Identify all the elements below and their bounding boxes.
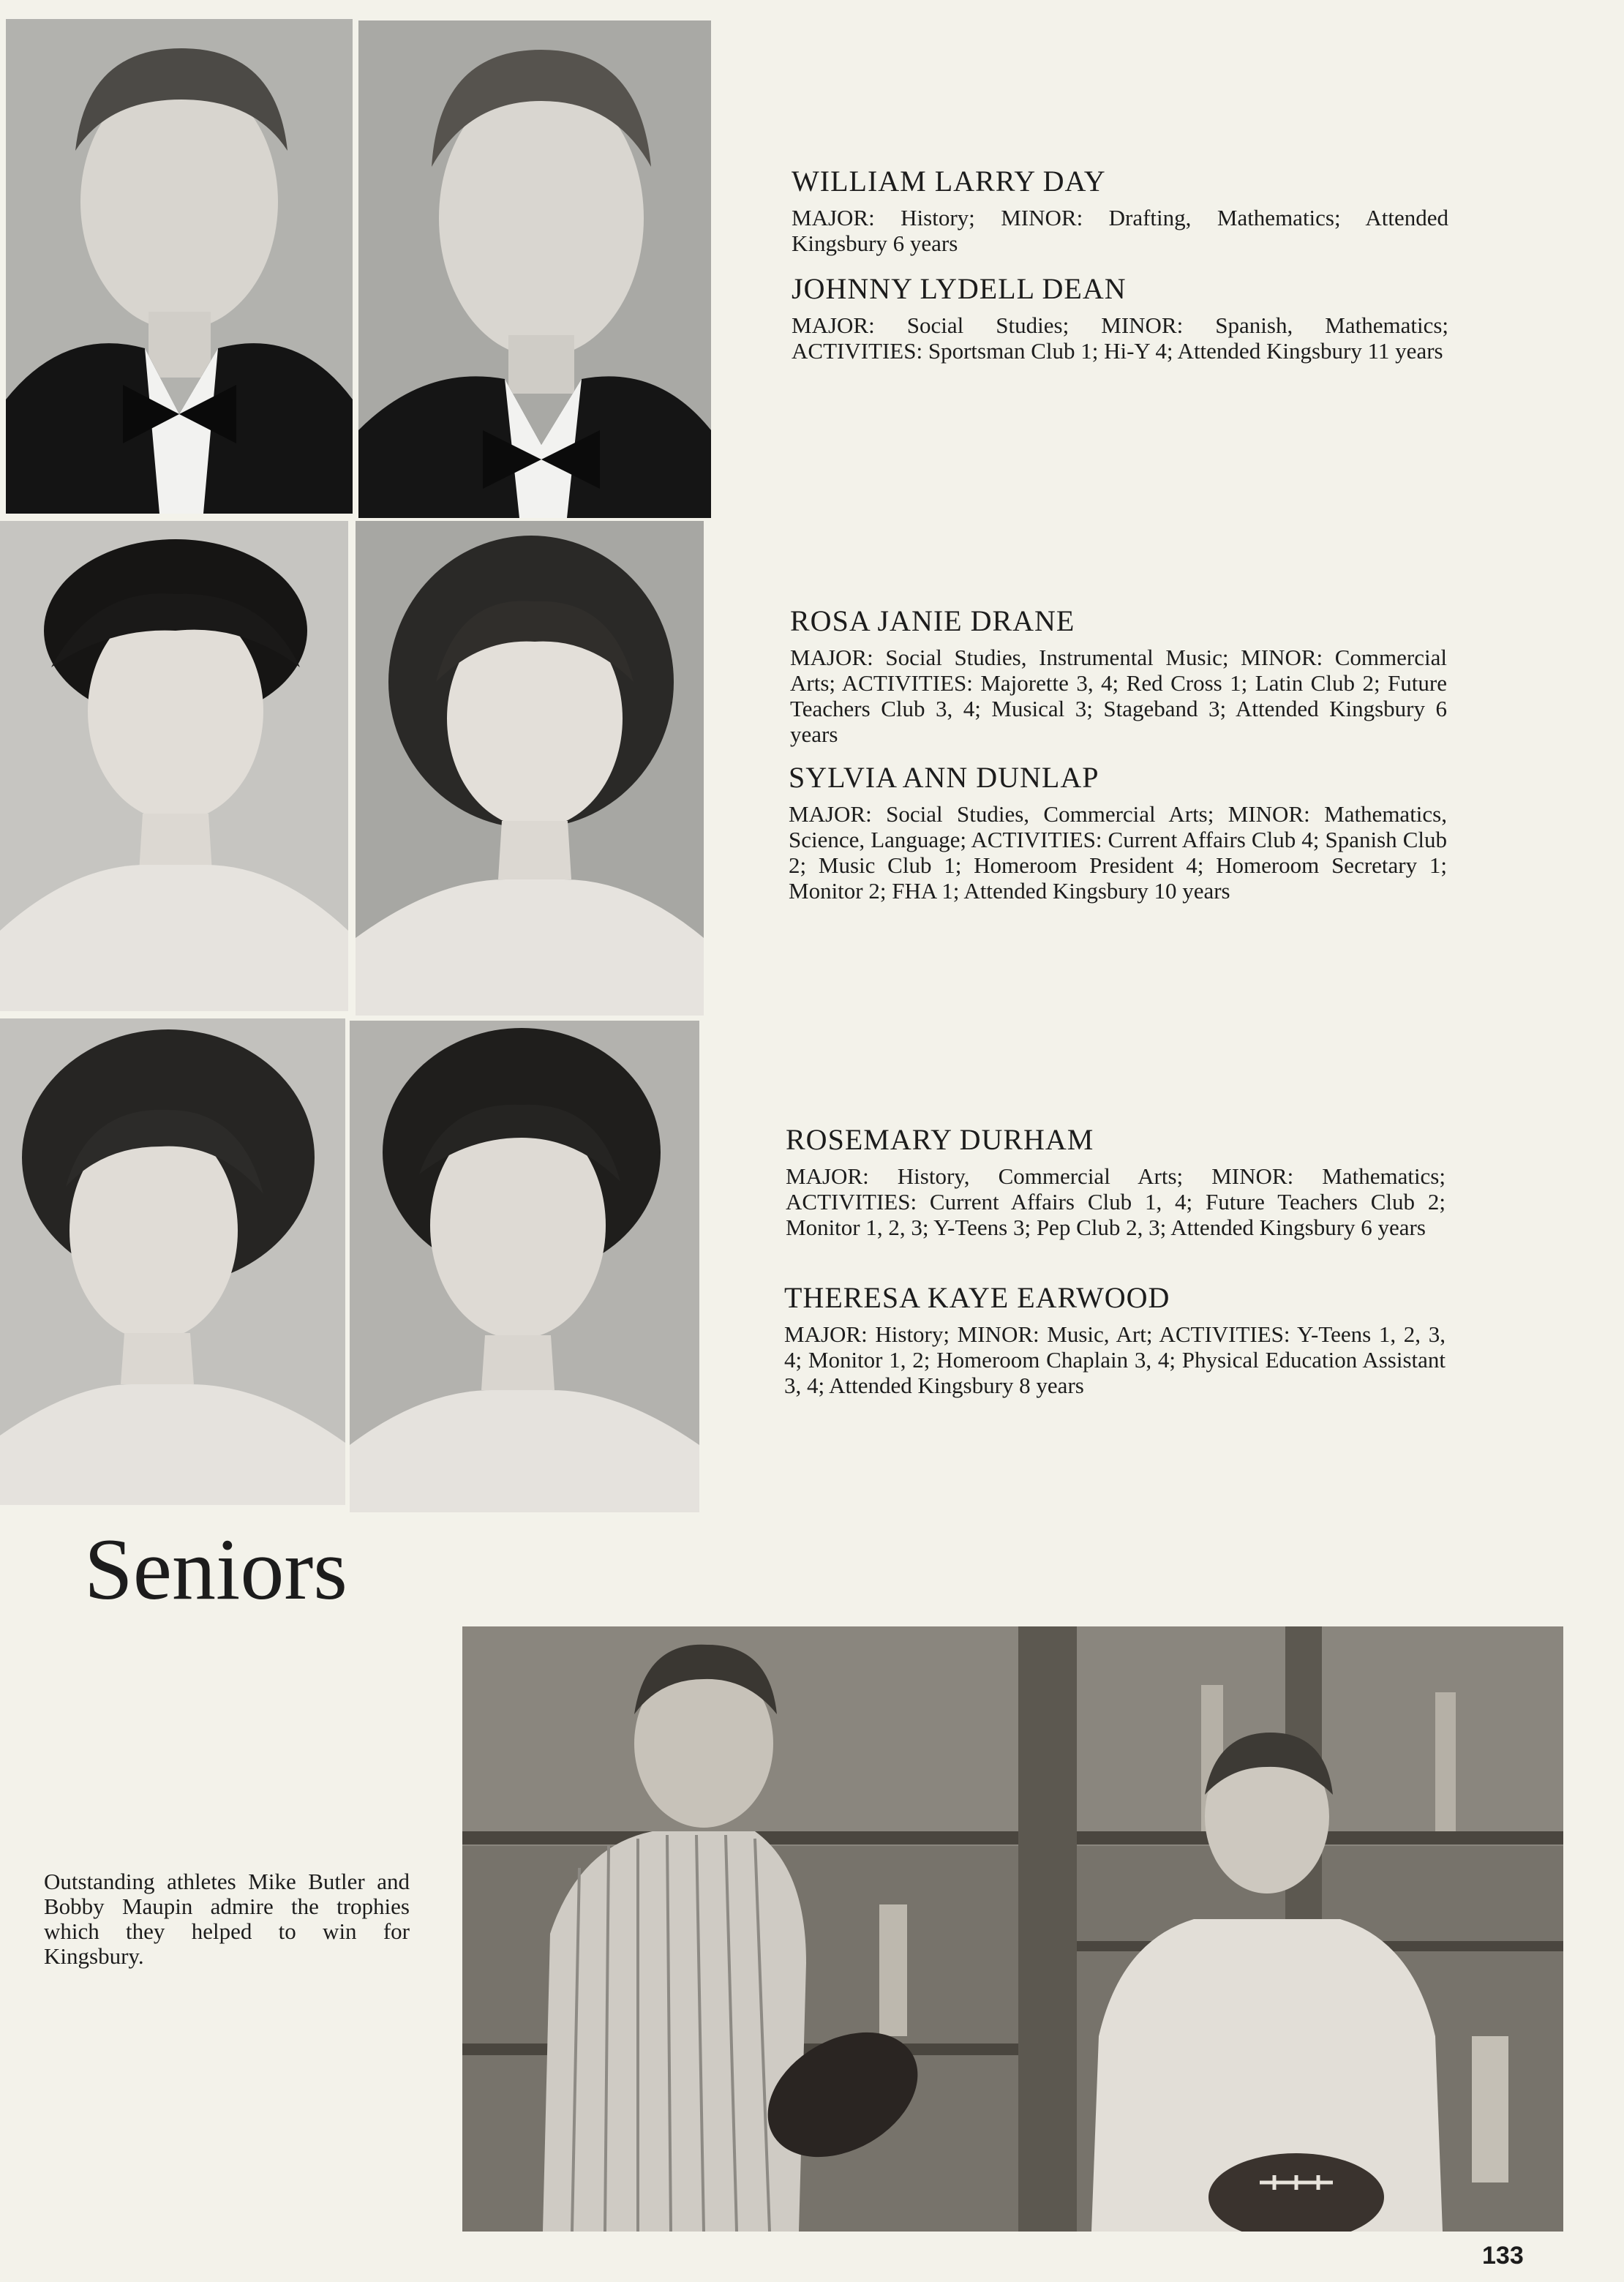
senior-details: MAJOR: Social Studies; MINOR: Spanish, Mathematics; ACTIVITIES: Sportsman Club 1; Hi-Y 4; Attended Kingsbury 11 years bbox=[792, 312, 1448, 364]
portrait-theresa-kaye-earwood bbox=[350, 1021, 699, 1512]
portrait-sylvia-ann-dunlap bbox=[356, 521, 704, 1016]
portrait-rosemary-durham bbox=[0, 1018, 345, 1505]
senior-entry-dean bbox=[792, 273, 1448, 364]
girl-portrait-image bbox=[0, 521, 348, 1011]
boy-portrait-image bbox=[6, 19, 353, 514]
senior-entry-drane bbox=[790, 605, 1447, 747]
senior-name: ROSA JANIE DRANE bbox=[790, 604, 1075, 637]
senior-name: THERESA KAYE EARWOOD bbox=[784, 1281, 1170, 1314]
section-title: Seniors bbox=[84, 1520, 347, 1618]
athletes-trophy-photo bbox=[462, 1626, 1563, 2232]
senior-details: MAJOR: Social Studies, Commercial Arts; MINOR: Mathematics, Science, Language; ACTIVITIES: Current Affairs Club 4; Spanish Club 2; Music Club 1; Homeroom President 4; Homeroom Secretary 1; Monitor 2; FHA 1; Attended Kingsbury 10 years bbox=[789, 801, 1447, 904]
senior-entry-day bbox=[792, 165, 1448, 256]
photo-caption: Outstanding athletes Mike Butler and Bobby Maupin admire the trophies which they helped to win for Kingsbury. bbox=[44, 1869, 410, 1969]
senior-details: MAJOR: Social Studies, Instrumental Music; MINOR: Commercial Arts; ACTIVITIES: Majorette 3, 4; Red Cross 1; Latin Club 2; Future Teachers Club 3, 4; Musical 3; Stageband 3; Attended Kingsbury 6 years bbox=[790, 645, 1447, 747]
girl-portrait-image bbox=[0, 1018, 345, 1505]
portrait-johnny-lydell-dean bbox=[358, 20, 711, 518]
senior-entry-earwood bbox=[784, 1282, 1446, 1398]
senior-entry-dunlap bbox=[789, 762, 1447, 904]
senior-name: WILLIAM LARRY DAY bbox=[792, 165, 1106, 198]
page-number: 133 bbox=[1482, 2242, 1524, 2270]
senior-details: MAJOR: History, Commercial Arts; MINOR: Mathematics; ACTIVITIES: Current Affairs Club 1, 4; Future Teachers Club 2; Monitor 1, 2, 3; Y-Teens 3; Pep Club 2, 3; Attended Kingsbury 6 years bbox=[786, 1163, 1446, 1240]
boy-portrait-image bbox=[358, 20, 711, 518]
girl-portrait-image bbox=[356, 521, 704, 1016]
portrait-william-larry-day bbox=[6, 19, 353, 514]
senior-name: SYLVIA ANN DUNLAP bbox=[789, 761, 1099, 794]
senior-details: MAJOR: History; MINOR: Drafting, Mathematics; Attended Kingsbury 6 years bbox=[792, 205, 1448, 256]
senior-name: JOHNNY LYDELL DEAN bbox=[792, 272, 1127, 305]
senior-details: MAJOR: History; MINOR: Music, Art; ACTIVITIES: Y-Teens 1, 2, 3, 4; Monitor 1, 2; Homeroom Chaplain 3, 4; Physical Education Assistant 3, 4; Attended Kingsbury 8 years bbox=[784, 1321, 1446, 1398]
athletes-photo-image bbox=[462, 1626, 1563, 2232]
portrait-rosa-janie-drane bbox=[0, 521, 348, 1011]
girl-portrait-image bbox=[350, 1021, 699, 1512]
senior-entry-durham bbox=[786, 1124, 1446, 1240]
senior-name: ROSEMARY DURHAM bbox=[786, 1123, 1094, 1156]
